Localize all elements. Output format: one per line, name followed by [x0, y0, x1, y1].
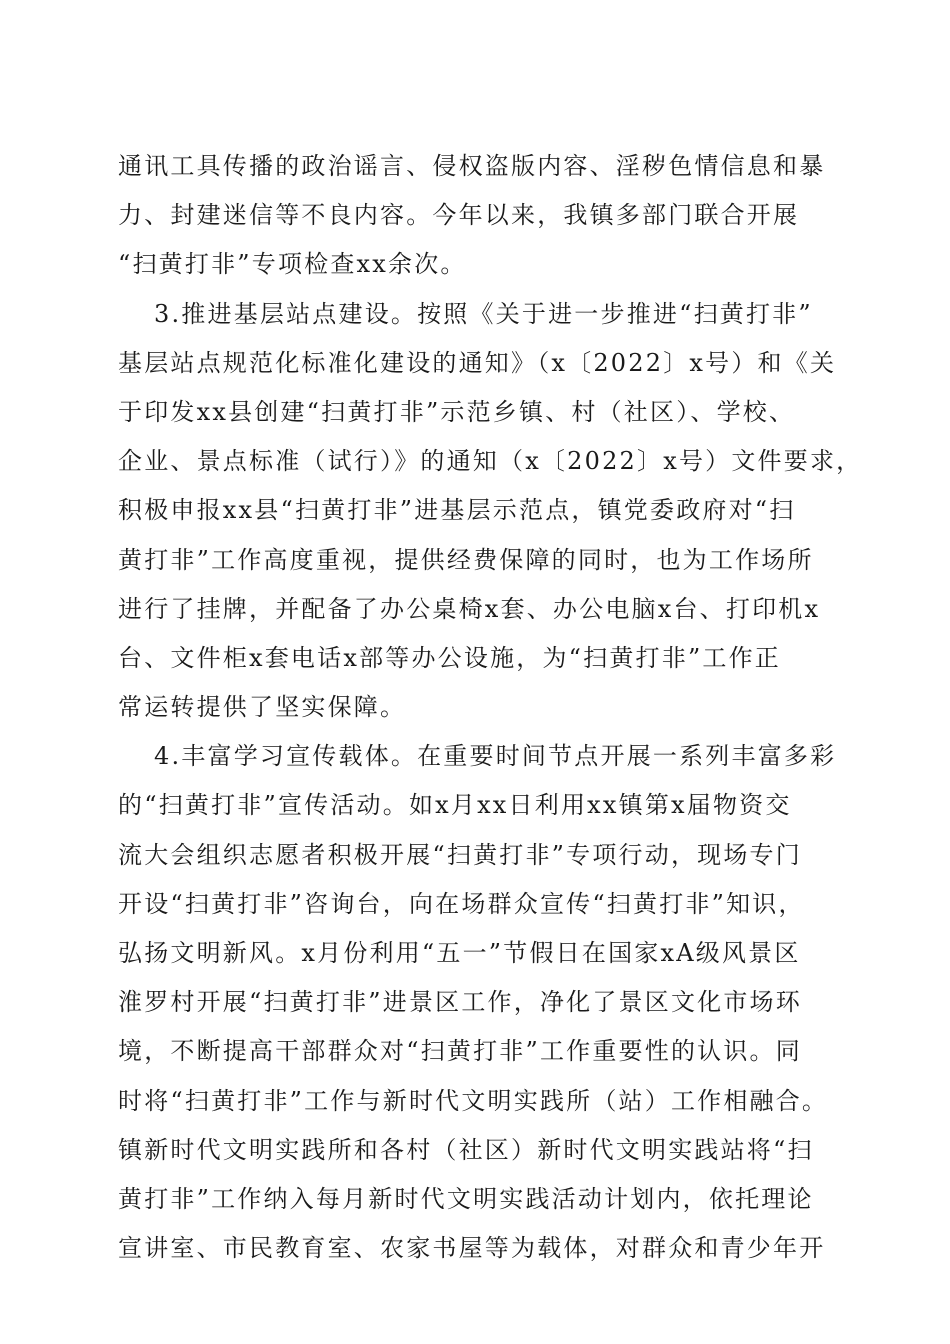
text-line: 宣讲室、市民教育室、农家书屋等为载体，对群众和青少年开: [118, 1234, 826, 1263]
text-line: 常运转提供了坚实保障。: [118, 693, 407, 722]
text-line: 通讯工具传播的政治谣言、侵权盗版内容、淫秽色情信息和暴: [118, 152, 826, 180]
text-line: 时将“扫黄打非”工作与新时代文明实践所（站）工作相融合。: [118, 1086, 829, 1115]
body-text: [118, 142, 878, 1273]
text-line: 流大会组织志愿者积极开展“扫黄打非”专项行动，现场专门: [118, 840, 802, 869]
text-line: 黄打非”工作纳入每月新时代文明实践活动计划内，依托理论: [118, 1184, 814, 1213]
text-line: 黄打非”工作高度重视，提供经费保障的同时，也为工作场所: [118, 545, 814, 574]
text-line: 的“扫黄打非”宣传活动。如x月xx日利用xx镇第x届物资交: [118, 791, 792, 820]
text-line: 3.推进基层站点建设。按照《关于进一步推进“扫黄打非”: [154, 299, 813, 328]
text-line: 力、封建迷信等不良内容。今年以来，我镇多部门联合开展: [118, 201, 800, 230]
text-line: 企业、景点标准（试行）》的通知（x〔2022〕x号）文件要求，: [118, 447, 863, 476]
text-line: “扫黄打非”专项检查xx余次。: [118, 250, 467, 279]
text-line: 基层站点规范化标准化建设的通知》（x〔2022〕x号）和《关: [118, 348, 837, 377]
text-line: 弘扬文明新风。x月份利用“五一”节假日在国家xA级风景区: [118, 939, 801, 967]
text-line: 进行了挂牌，并配备了办公桌椅x套、办公电脑x台、打印机x: [118, 594, 821, 623]
text-line: 4.丰富学习宣传载体。在重要时间节点开展一系列丰富多彩: [154, 742, 837, 771]
text-line: 于印发xx县创建“扫黄打非”示范乡镇、村（社区）、学校、: [118, 397, 796, 426]
text-line: 积极申报xx县“扫黄打非”进基层示范点，镇党委政府对“扫: [118, 496, 796, 525]
text-line: 开设“扫黄打非”咨询台，向在场群众宣传“扫黄打非”知识，: [118, 889, 805, 918]
text-line: 台、文件柜x套电话x部等办公设施，为“扫黄打非”工作正: [118, 643, 782, 672]
text-line: 淮罗村开展“扫黄打非”进景区工作，净化了景区文化市场环: [118, 988, 802, 1017]
text-line: 境，不断提高干部群众对“扫黄打非”工作重要性的认识。同: [118, 1037, 802, 1066]
text-line: 镇新时代文明实践所和各村（社区）新时代文明实践站将“扫: [118, 1135, 814, 1164]
